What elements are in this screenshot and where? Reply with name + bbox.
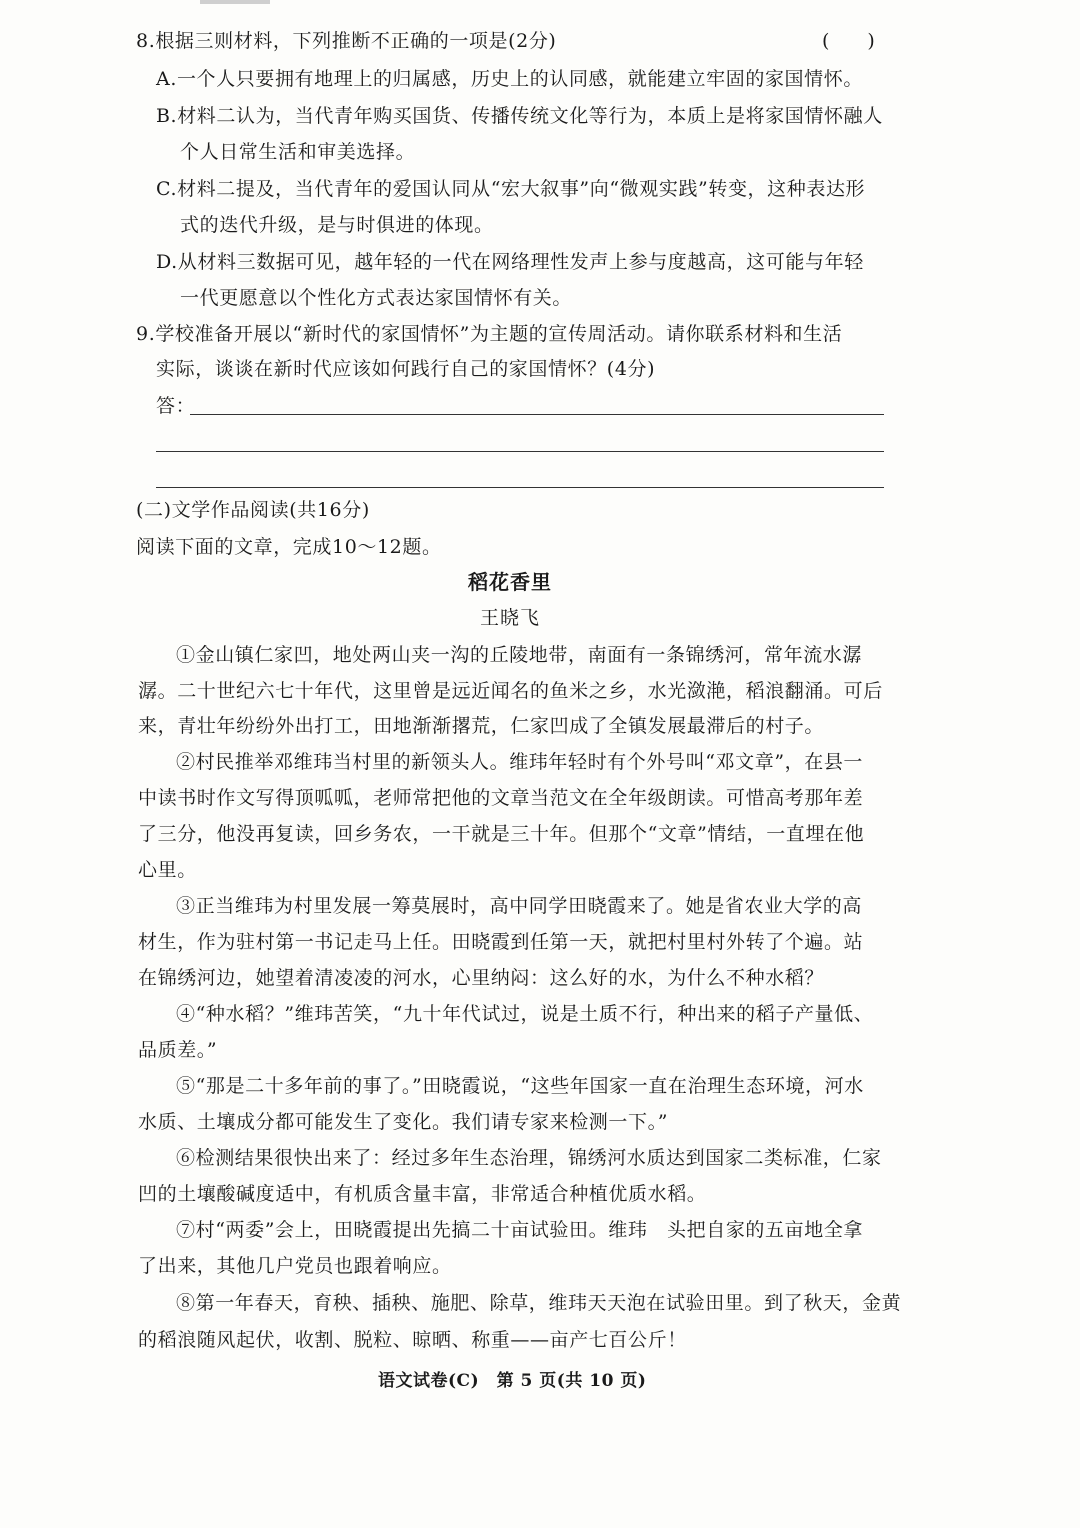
article-line-2: 潺。二十世纪六七十年代，这里曾是远近闻名的鱼米之乡，水光潋滟，稻浪翻涌。可后	[138, 680, 883, 702]
article-line-13: ⑤“那是二十多年前的事了。”田晓霞说，“这些年国家一直在治理生态环境，河水	[176, 1075, 864, 1097]
article-line-5: 中读书时作文写得顶呱呱，老师常把他的文章当范文在全年级朗读。可惜高考那年差	[138, 787, 864, 809]
article-line-7: 心里。	[138, 859, 197, 881]
q8-option-d-line2: 一代更愿意以个性化方式表达家国情怀有关。	[180, 287, 573, 309]
answer-line-3[interactable]	[156, 487, 884, 488]
q8-option-b-line2: 个人日常生活和审美选择。	[180, 141, 416, 163]
q8-answer-paren: ( )	[822, 30, 875, 52]
article-line-8: ③正当维玮为村里发展一筹莫展时，高中同学田晓霞来了。她是省农业大学的高	[176, 895, 863, 917]
article-line-10: 在锦绣河边，她望着清凌凌的河水，心里纳闷：这么好的水，为什么不种水稻？	[138, 967, 825, 989]
q9-answer-label: 答：	[156, 395, 196, 417]
answer-line-2[interactable]	[156, 451, 884, 452]
q8-option-c-line1: C.材料二提及，当代青年的爱国认同从“宏大叙事”向“微观实践”转变，这种表达形	[156, 178, 866, 200]
article-line-9: 材生，作为驻村第一书记走马上任。田晓霞到任第一天，就把村里村外转了个遍。站	[138, 931, 864, 953]
q8-option-b-line1: B.材料二认为，当代青年购买国货、传播传统文化等行为，本质上是将家国情怀融人	[156, 105, 883, 127]
article-line-19: ⑧第一年春天，育秧、插秧、施肥、除草，维玮天天泡在试验田里。到了秋天，金黄	[176, 1292, 902, 1314]
section2-heading: (二)文学作品阅读(共16分)	[136, 499, 370, 521]
article-line-20: 的稻浪随风起伏，收割、脱粒、晾晒、称重——亩产七百公斤！	[138, 1329, 687, 1351]
article-line-6: 了三分，他没再复读，回乡务农，一干就是三十年。但那个“文章”情结，一直埋在他	[138, 823, 865, 845]
q8-option-d-line1: D.从材料三数据可见，越年轻的一代在网络理性发声上参与度越高，这可能与年轻	[156, 251, 864, 273]
q8-stem: 8.根据三则材料，下列推断不正确的一项是(2分)	[136, 30, 557, 52]
q8-option-c-line2: 式的迭代升级，是与时俱进的体现。	[180, 214, 494, 236]
section2-instruction: 阅读下面的文章，完成10～12题。	[136, 536, 442, 558]
q8-option-a: A.一个人只要拥有地理上的归属感，历史上的认同感，就能建立牢固的家国情怀。	[156, 68, 863, 90]
article-line-12: 品质差。”	[138, 1039, 218, 1061]
page-footer: 语文试卷(C) 第 5 页(共 10 页)	[378, 1371, 647, 1391]
article-line-15: ⑥检测结果很快出来了：经过多年生态治理，锦绣河水质达到国家二类标准，仁家	[176, 1147, 882, 1169]
scan-mark	[200, 0, 270, 4]
article-line-17: ⑦村“两委”会上，田晓霞提出先搞二十亩试验田。维玮 头把自家的五亩地全拿	[176, 1219, 864, 1241]
q9-line1: 9.学校准备开展以“新时代的家国情怀”为主题的宣传周活动。请你联系材料和生活	[136, 323, 843, 345]
article-author: 王晓飞	[479, 607, 540, 629]
answer-line-1[interactable]	[190, 414, 884, 415]
article-line-18: 了出来，其他几户党员也跟着响应。	[138, 1255, 452, 1277]
article-line-16: 凹的土壤酸碱度适中，有机质含量丰富，非常适合种植优质水稻。	[138, 1183, 707, 1205]
article-line-4: ②村民推举邓维玮当村里的新领头人。维玮年轻时有个外号叫“邓文章”，在县一	[176, 751, 864, 773]
article-title: 稻花香里	[468, 570, 552, 594]
article-line-14: 水质、土壤成分都可能发生了变化。我们请专家来检测一下。”	[138, 1111, 669, 1133]
article-line-11: ④“种水稻？”维玮苦笑，“九十年代试过，说是土质不行，种出来的稻子产量低、	[176, 1003, 874, 1025]
q9-line2: 实际，谈谈在新时代应该如何践行自己的家国情怀？(4分)	[156, 358, 656, 380]
article-line-3: 来，青壮年纷纷外出打工，田地渐渐撂荒，仁家凹成了全镇发展最滞后的村子。	[138, 715, 825, 737]
article-line-1: ①金山镇仁家凹，地处两山夹一沟的丘陵地带，南面有一条锦绣河，常年流水潺	[176, 644, 863, 666]
